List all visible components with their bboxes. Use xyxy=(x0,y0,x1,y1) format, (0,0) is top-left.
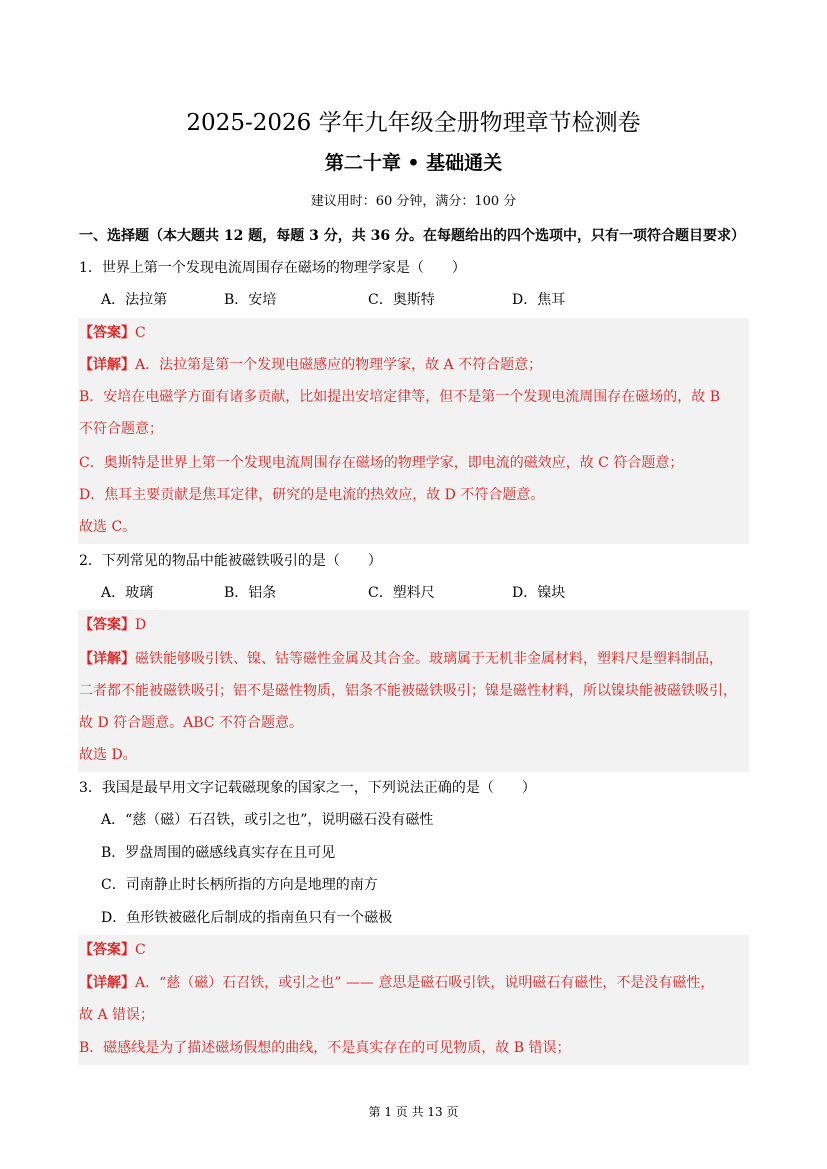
chapter-subtitle: 第二十章 • 基础通关 xyxy=(324,152,503,174)
question-3-option-b: B．罗盘周围的磁感线真实存在且可见 xyxy=(101,845,336,861)
answer-tag: 【答案】 xyxy=(79,325,135,341)
detail-tag: 【详解】 xyxy=(79,975,135,991)
section-heading: 一、选择题（本大题共 12 题，每题 3 分，共 36 分。在每题给出的四个选项中，只有一项符合题目要求） xyxy=(79,228,745,244)
question-1-detail-line xyxy=(79,349,542,381)
question-3-stem: 3．我国是最早用文字记载磁现象的国家之一，下列说法正确的是（ ） xyxy=(79,780,536,796)
question-2-option-b: B．铝条 xyxy=(224,585,277,601)
detail-text: A．“慈（磁）石召铁，或引之也” —— 意思是磁石吸引铁，说明磁石有磁性，不是没有磁性， xyxy=(135,975,715,991)
question-1-option-b: B．安培 xyxy=(224,292,277,308)
question-3-detail-line: 故 A 错误； xyxy=(79,1007,155,1023)
page-footer: 第 1 页 共 13 页 xyxy=(368,1105,459,1119)
question-2-detail-line xyxy=(79,643,723,675)
question-3-detail-line xyxy=(79,967,714,999)
question-1-option-d: D．焦耳 xyxy=(512,292,566,308)
time-score-info: 建议用时：60 分钟，满分：100 分 xyxy=(310,194,517,209)
detail-text: A．法拉第是第一个发现电磁感应的物理学家，故 A 不符合题意； xyxy=(135,357,543,373)
question-1-answer xyxy=(79,317,146,349)
question-2-stem: 2．下列常见的物品中能被磁铁吸引的是（ ） xyxy=(79,553,382,569)
question-3-option-a: A．“慈（磁）石召铁，或引之也”，说明磁石没有磁性 xyxy=(101,812,434,828)
question-3-option-d: D．鱼形铁被磁化后制成的指南鱼只有一个磁极 xyxy=(101,910,393,926)
question-1-detail-line: 不符合题意； xyxy=(79,421,163,437)
question-2-answer xyxy=(79,609,146,641)
question-2-conclusion: 故选 D。 xyxy=(79,747,137,763)
answer-value: D xyxy=(135,617,147,633)
question-1-option-c: C．奥斯特 xyxy=(368,292,435,308)
question-3-detail-line: B．磁感线是为了描述磁场假想的曲线，不是真实存在的可见物质，故 B 错误； xyxy=(79,1040,571,1056)
detail-tag: 【详解】 xyxy=(79,651,135,667)
question-2-detail-line: 故 D 符合题意。ABC 不符合题意。 xyxy=(79,715,303,731)
detail-text: 磁铁能够吸引铁、镍、钴等磁性金属及其合金。玻璃属于无机非金属材料，塑料尺是塑料制品， xyxy=(135,651,723,667)
question-1-detail-line: C．奥斯特是世界上第一个发现电流周围存在磁场的物理学家，即电流的磁效应，故 C 符合题意； xyxy=(79,455,684,471)
question-3-option-c: C．司南静止时长柄所指的方向是地理的南方 xyxy=(101,877,378,893)
question-1-detail-line: B．安培在电磁学方面有诸多贡献，比如提出安培定律等，但不是第一个发现电流周围存在磁场的，故 B xyxy=(79,389,721,405)
question-2-option-c: C．塑料尺 xyxy=(368,585,435,601)
question-1-option-a: A．法拉第 xyxy=(101,292,168,308)
question-2-option-a: A．玻璃 xyxy=(101,585,154,601)
detail-tag: 【详解】 xyxy=(79,357,135,373)
question-2-detail-line: 二者都不能被磁铁吸引；铝不是磁性物质，铝条不能被磁铁吸引；镍是磁性材料，所以镍块能被磁铁吸引， xyxy=(79,683,737,699)
exam-title: 2025-2026 学年九年级全册物理章节检测卷 xyxy=(186,110,641,136)
answer-value: C xyxy=(135,942,146,958)
question-1-stem: 1．世界上第一个发现电流周围存在磁场的物理学家是（ ） xyxy=(79,260,466,276)
question-1-conclusion: 故选 C。 xyxy=(79,519,137,535)
answer-tag: 【答案】 xyxy=(79,942,135,958)
question-2-option-d: D．镍块 xyxy=(512,585,566,601)
answer-value: C xyxy=(135,325,146,341)
question-1-detail-line: D．焦耳主要贡献是焦耳定律，研究的是电流的热效应，故 D 不符合题意。 xyxy=(79,487,545,503)
question-3-answer xyxy=(79,934,146,966)
answer-tag: 【答案】 xyxy=(79,617,135,633)
